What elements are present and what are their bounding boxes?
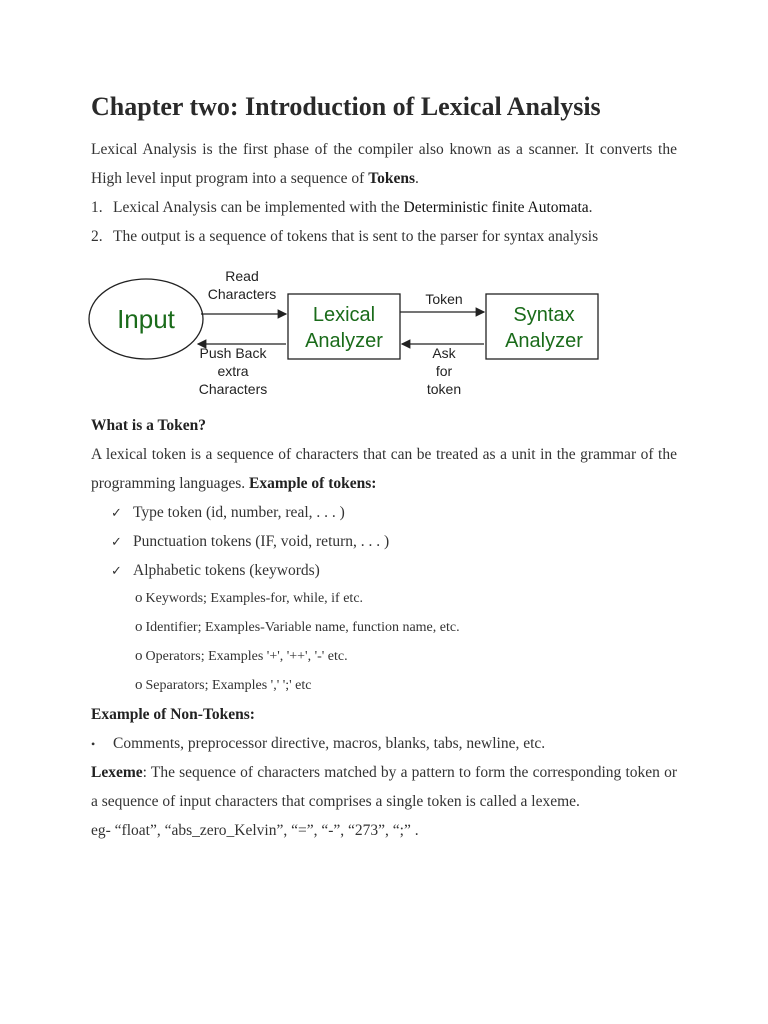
sub-item-2 xyxy=(91,613,460,642)
item-text: The output is a sequence of tokens that is sent to the parser for syntax analysis xyxy=(113,228,599,245)
numbered-item-2 xyxy=(91,222,598,251)
input-label: Input xyxy=(117,304,175,334)
syntax-label-2: Analyzer xyxy=(505,330,583,352)
item-text: Lexical Analysis can be implemented with the xyxy=(113,199,404,216)
non-token-item xyxy=(91,729,545,759)
intro-text: Lexical Analysis is the first phase of the compiler also known as a scanner. It converts the High level input program into a sequence of xyxy=(91,141,677,187)
sub-item-text: Identifier; Examples-Variable name, function name, etc. xyxy=(145,620,460,635)
lexical-label-2: Analyzer xyxy=(305,330,383,352)
check-icon: ✓ xyxy=(111,505,122,520)
numbered-item-1 xyxy=(91,193,593,222)
ask-label-3: token xyxy=(426,381,462,397)
syntax-label-1: Syntax xyxy=(513,304,575,326)
sub-item-4 xyxy=(91,671,311,700)
check-item-text: Alphabetic tokens (keywords) xyxy=(133,562,320,579)
read-label-2: Characters xyxy=(207,286,277,302)
check-item-1 xyxy=(91,498,345,527)
token-para-text: A lexical token is a sequence of characters that can be treated as a unit in the grammar of the programming languages. xyxy=(91,446,677,492)
ask-label-1: Ask xyxy=(432,345,456,361)
sub-bullet-icon: o xyxy=(135,677,143,693)
lexical-label-1: Lexical xyxy=(312,304,376,326)
token-heading xyxy=(91,411,206,440)
item-tail: . xyxy=(588,199,593,216)
bullet-icon: • xyxy=(91,737,96,751)
sub-bullet-icon: o xyxy=(135,648,143,664)
ask-label-2: for xyxy=(435,363,453,379)
example-tokens-bold: Example of tokens: xyxy=(248,475,377,492)
non-tokens-heading xyxy=(91,700,255,729)
check-item-3 xyxy=(91,556,320,585)
sub-bullet-icon: o xyxy=(135,590,143,606)
check-icon: ✓ xyxy=(111,563,122,578)
lexeme-example xyxy=(91,816,419,845)
item-number: 1. xyxy=(91,199,103,216)
lexeme-example-text: eg- “float”, “abs_zero_Kelvin”, “=”, “-”, “273”, “;” . xyxy=(91,822,419,839)
item-number: 2. xyxy=(91,228,103,245)
sub-bullet-icon: o xyxy=(135,619,143,635)
non-token-item-text: Comments, preprocessor directive, macros, blanks, tabs, newline, etc. xyxy=(113,735,546,752)
intro-bold-tokens: Tokens xyxy=(368,170,416,187)
lexical-analyzer-diagram xyxy=(88,264,608,404)
sub-item-3 xyxy=(91,642,348,671)
page-title: Chapter two: Introduction of Lexical Analysis xyxy=(91,92,601,121)
check-icon: ✓ xyxy=(111,534,122,549)
lexeme-paragraph xyxy=(91,758,677,816)
token-label: Token xyxy=(425,291,463,307)
non-tokens-heading-text: Example of Non-Tokens: xyxy=(91,706,255,723)
check-item-2 xyxy=(91,527,389,556)
sub-item-text: Separators; Examples ',' ';' etc xyxy=(145,678,312,693)
sub-item-1 xyxy=(91,584,363,613)
push-label-2: extra xyxy=(217,363,249,379)
token-heading-text: What is a Token? xyxy=(91,417,207,434)
intro-period: . xyxy=(415,170,419,187)
read-label-1: Read xyxy=(225,268,259,284)
token-paragraph xyxy=(91,440,677,498)
push-label-3: Characters xyxy=(198,381,268,397)
check-item-text: Type token (id, number, real, . . . ) xyxy=(133,504,345,521)
lexeme-text: : The sequence of characters matched by a pattern to form the corresponding token or a sequence of input characters that comprises a single token is called a lexeme. xyxy=(91,764,677,810)
push-label-1: Push Back xyxy=(199,345,267,361)
lexeme-bold: Lexeme xyxy=(91,764,143,781)
sub-item-text: Keywords; Examples-for, while, if etc. xyxy=(145,591,364,606)
dfa-link[interactable]: Deterministic finite Automata xyxy=(403,199,589,216)
sub-item-text: Operators; Examples '+', '++', '-' etc. xyxy=(145,649,348,664)
check-item-text: Punctuation tokens (IF, void, return, . . . ) xyxy=(133,533,390,550)
intro-paragraph xyxy=(91,135,677,193)
